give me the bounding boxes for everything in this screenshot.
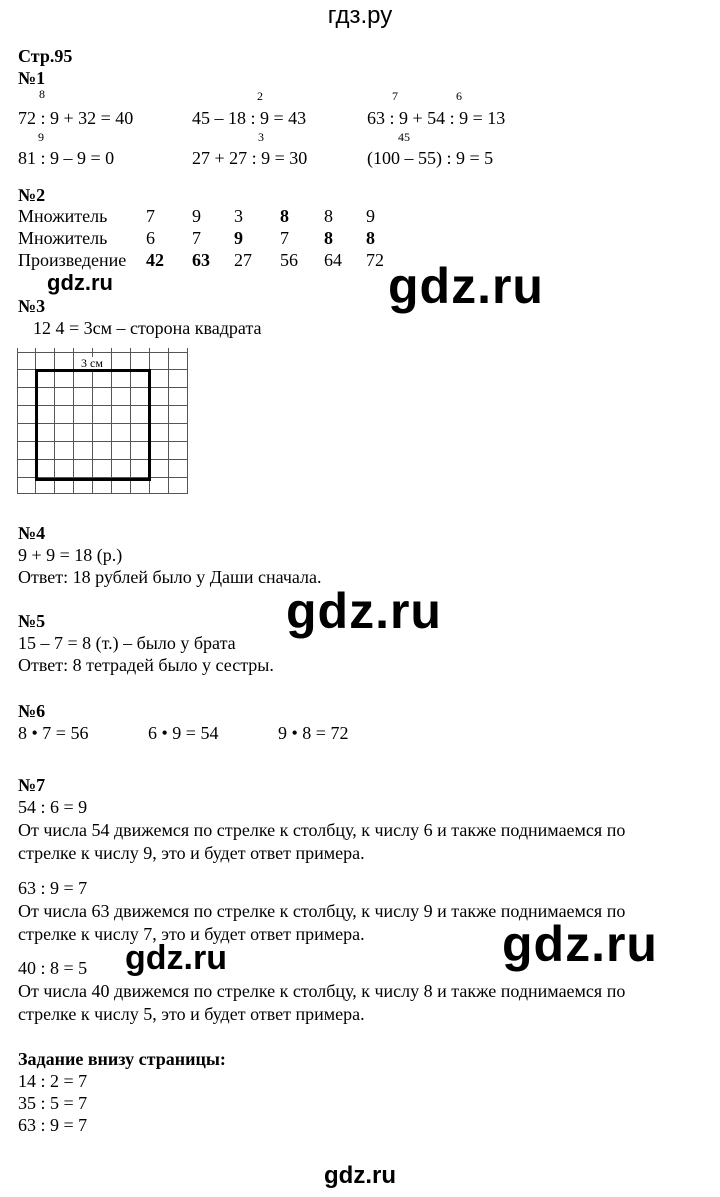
- task-1-title: №1: [18, 68, 46, 88]
- table-cell: 8: [324, 227, 333, 248]
- table-cell: 64: [324, 249, 342, 270]
- table-cell: 7: [146, 205, 155, 226]
- task-5-line: Ответ: 8 тетрадей было у сестры.: [18, 655, 274, 675]
- row-label: Произведение: [18, 249, 127, 270]
- task-1-expr: (100 – 55) : 9 = 5: [367, 148, 494, 168]
- task-7-text: От числа 54 движемся по стрелке к столбцу, к числу 6 и также поднимаемся по: [18, 820, 626, 840]
- task-6-title: №6: [18, 701, 46, 721]
- task-3-title: №3: [18, 296, 46, 316]
- task-1-expr: 72 : 9 + 32 = 40: [18, 108, 134, 128]
- square-grid-drawing: [17, 348, 189, 496]
- task-6-item: 8 • 7 = 56: [18, 723, 89, 743]
- task-5-title: №5: [18, 611, 46, 631]
- row-label: Множитель: [18, 227, 108, 248]
- table-cell: 6: [146, 227, 155, 248]
- task-7-text: От числа 63 движемся по стрелке к столбцу, к числу 9 и также поднимаемся по: [18, 901, 626, 921]
- watermark: gdz.ru: [388, 258, 544, 314]
- bottom-task-line: 63 : 9 = 7: [18, 1115, 88, 1135]
- table-row: [18, 227, 396, 249]
- task-1-mark: 9: [38, 130, 44, 144]
- task-4-line: Ответ: 18 рублей было у Даши сначала.: [18, 567, 322, 587]
- table-cell: 7: [280, 227, 289, 248]
- table-cell: 56: [280, 249, 298, 270]
- bottom-task-line: 14 : 2 = 7: [18, 1071, 88, 1091]
- site-header[interactable]: гдз.ру: [327, 2, 393, 29]
- task-6-item: 6 • 9 = 54: [148, 723, 219, 743]
- task-1-mark: 6: [456, 89, 462, 103]
- bottom-task-title: Задание внизу страницы:: [18, 1049, 226, 1069]
- task-7-eq: 54 : 6 = 9: [18, 797, 88, 817]
- task-2-title: №2: [18, 185, 46, 205]
- task-7-text: От числа 40 движемся по стрелке к столбцу, к числу 8 и также поднимаемся по: [18, 981, 626, 1001]
- table-cell: 8: [366, 227, 375, 248]
- side-label: 3 см: [81, 356, 103, 370]
- task-1-expr: 63 : 9 + 54 : 9 = 13: [367, 108, 506, 128]
- table-cell: 9: [366, 205, 375, 226]
- table-cell: 72: [366, 249, 384, 270]
- task-1-expr: 45 – 18 : 9 = 43: [192, 108, 307, 128]
- watermark: gdz.ru: [125, 939, 227, 977]
- task-1-mark: 7: [392, 89, 398, 103]
- task-1-expr: 27 + 27 : 9 = 30: [192, 148, 308, 168]
- watermark: gdz.ru: [286, 583, 442, 639]
- footer-watermark[interactable]: gdz.ru: [324, 1162, 396, 1189]
- task-1-mark: 8: [39, 87, 45, 101]
- task-7-eq: 40 : 8 = 5: [18, 958, 88, 978]
- task-7-text: стрелке к числу 5, это и будет ответ примера.: [18, 1004, 365, 1024]
- task-1-expr: 81 : 9 – 9 = 0: [18, 148, 115, 168]
- task-7-eq: 63 : 9 = 7: [18, 878, 88, 898]
- bottom-task-line: 35 : 5 = 7: [18, 1093, 88, 1113]
- table-cell: 8: [324, 205, 333, 226]
- table-cell: 42: [146, 249, 164, 270]
- table-cell: 27: [234, 249, 252, 270]
- task-1-mark: 45: [398, 130, 410, 144]
- table-row: [18, 249, 396, 271]
- watermark: gdz.ru: [502, 916, 658, 972]
- task-4-title: №4: [18, 523, 46, 543]
- task-7-text: стрелке к числу 9, это и будет ответ примера.: [18, 843, 365, 863]
- task-1-mark: 3: [258, 130, 264, 144]
- row-label: Множитель: [18, 205, 108, 226]
- task-5-line: 15 – 7 = 8 (т.) – было у брата: [18, 633, 236, 653]
- table-cell: 3: [234, 205, 243, 226]
- task-1-mark: 2: [257, 89, 263, 103]
- page-number: Стр.95: [18, 46, 73, 66]
- task-7-text: стрелке к числу 7, это и будет ответ примера.: [18, 924, 365, 944]
- watermark: gdz.ru: [47, 270, 113, 295]
- table-cell: 7: [192, 227, 201, 248]
- table-cell: 9: [234, 227, 243, 248]
- multiplication-table: [18, 205, 396, 271]
- task-7-title: №7: [18, 775, 46, 795]
- table-cell: 8: [280, 205, 289, 226]
- table-cell: 63: [192, 249, 210, 270]
- table-cell: 9: [192, 205, 201, 226]
- task-4-line: 9 + 9 = 18 (р.): [18, 545, 123, 565]
- task-6-item: 9 • 8 = 72: [278, 723, 349, 743]
- task-3-text: 12 4 = 3см – сторона квадрата: [33, 318, 262, 338]
- table-row: [18, 205, 396, 227]
